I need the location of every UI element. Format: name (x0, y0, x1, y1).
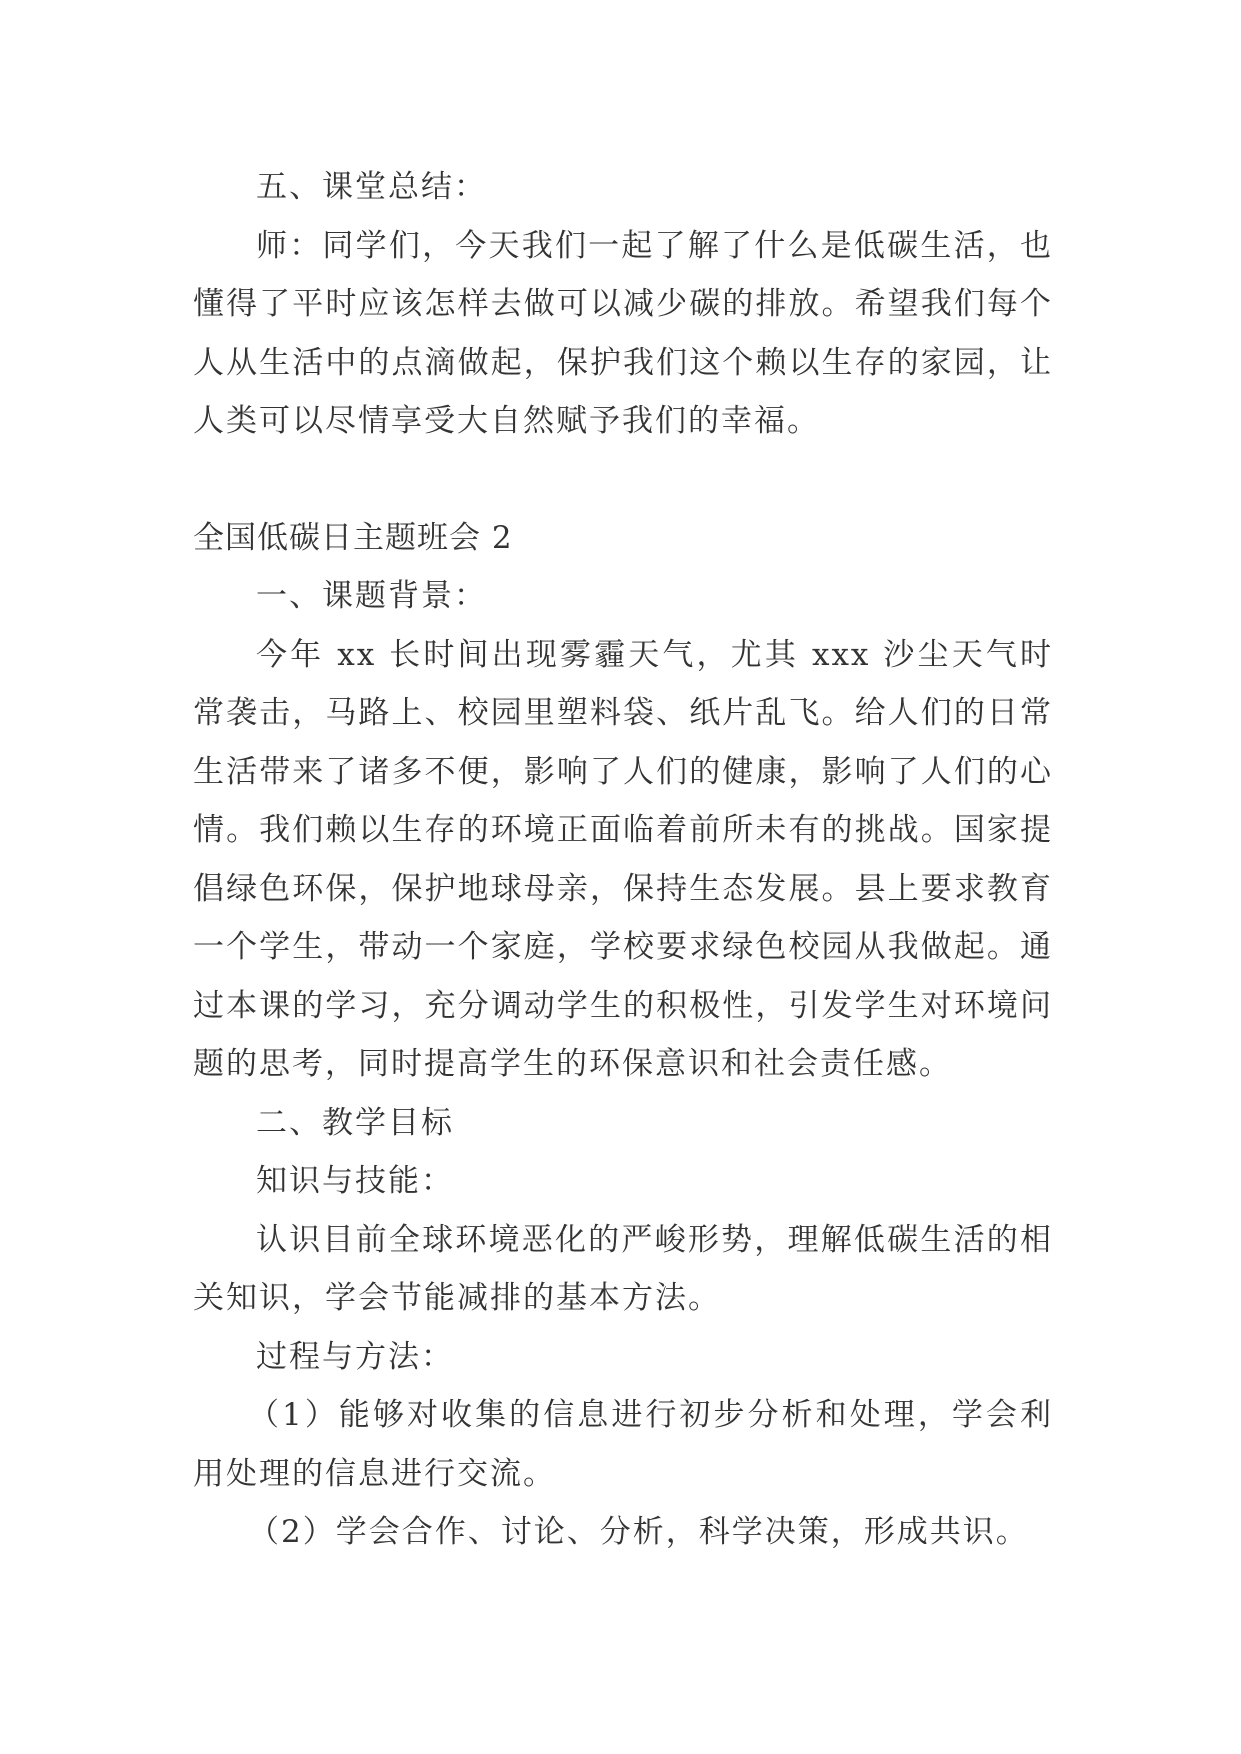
heading-process: 过程与方法： (256, 1338, 454, 1375)
heading-background: 一、课题背景： (256, 578, 487, 614)
heading-summary: 五、课堂总结： (256, 169, 487, 205)
document-body (193, 158, 1053, 1562)
heading-goals: 二、教学目标 (256, 1104, 454, 1141)
paragraph-knowledge: 认识目前全球环境恶化的严峻形势，理解低碳生活的相关知识，学会节能减排的基本方法。 (193, 1221, 1053, 1316)
section-title: 全国低碳日主题班会 2 (193, 519, 513, 556)
heading-knowledge: 知识与技能： (256, 1163, 454, 1199)
list-item-process-2: （2）学会合作、讨论、分析，科学决策，形成共识。 (248, 1514, 1029, 1550)
list-item-process-1: （1）能够对收集的信息进行初步分析和处理，学会利用处理的信息进行交流。 (193, 1397, 1053, 1492)
paragraph-summary: 师：同学们，今天我们一起了解了什么是低碳生活，也懂得了平时应该怎样去做可以减少碳的排放。希望我们每个人从生活中的点滴做起，保护我们这个赖以生存的家园，让人类可以尽情享受大自然赋予我们的幸福。 (193, 227, 1053, 439)
paragraph-background: 今年 xx 长时间出现雾霾天气，尤其 xxx 沙尘天气时常袭击，马路上、校园里塑料袋、纸片乱飞。给人们的日常生活带来了诸多不便，影响了人们的健康，影响了人们的心情。我们赖以生存的环境正面临着前所未有的挑战。国家提倡绿色环保，保护地球母亲，保持生态发展。县上要求教育一个学生，带动一个家庭，学校要求绿色校园从我做起。通过本课的学习，充分调动学生的积极性，引发学生对环境问题的思考，同时提高学生的环保意识和社会责任感。 (193, 636, 1053, 1082)
